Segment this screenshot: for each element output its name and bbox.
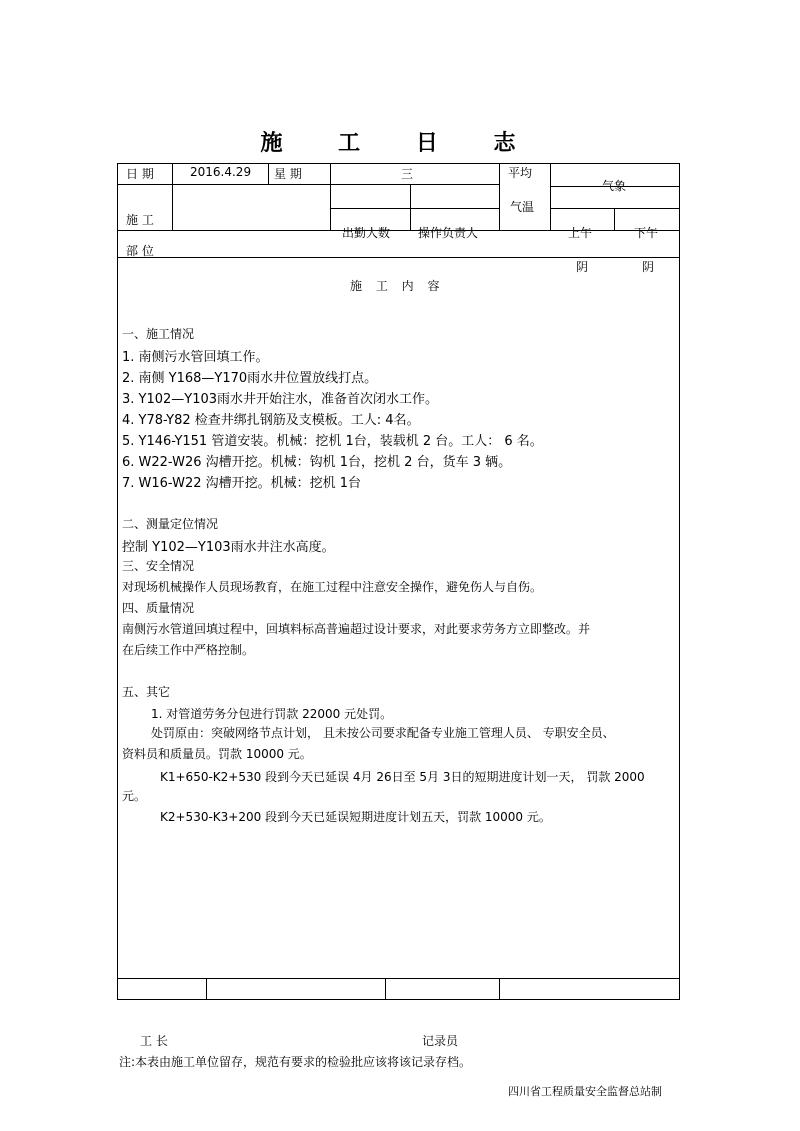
row-line (330, 208, 500, 209)
section-5-line: K1+650-K2+530 段到今天已延误 4月 26日至 5月 3日的短期进度计划一天， 罚款 2000 (160, 770, 645, 784)
footer-note: 注:本表由施工单位留存，规范有要求的检验批应该将该记录存档。 (119, 1055, 472, 1069)
col-line (330, 163, 331, 230)
date-label: 日 期 (126, 167, 154, 181)
weather-label: 气象 (602, 179, 627, 193)
site-label-2: 部 位 (126, 244, 154, 258)
row-line (117, 184, 500, 185)
section-4-title: 四、质量情况 (122, 601, 195, 615)
col-line (206, 978, 207, 1000)
section-1-title: 一、施工情况 (122, 327, 195, 341)
date-value: 2016.4.29 (190, 165, 252, 179)
content-heading: 施 工 内 容 (350, 279, 445, 293)
section-4-line: 南侧污水管道回填过程中，回填料标高普遍超过设计要求，对此要求劳务方立即整改。并 (122, 622, 591, 636)
am-weather: 阴 (576, 260, 589, 274)
col-line (614, 208, 615, 230)
col-line (268, 163, 269, 184)
temp-label: 气温 (510, 200, 535, 214)
section-3-title: 三、安全情况 (122, 559, 195, 573)
section-1-item: 2. 南侧 Y168—Y170雨水井位置放线打点。 (122, 371, 378, 386)
row-line (117, 230, 330, 231)
section-1-item: 4. Y78-Y82 检查井绑扎钢筋及支模板。工人: 4名。 (122, 413, 420, 428)
section-2-text: 控制 Y102—Y103雨水井注水高度。 (122, 540, 335, 555)
section-5-line: 资料员和质量员。罚款 10000 元。 (122, 747, 312, 761)
section-3-text: 对现场机械操作人员现场教育，在施工过程中注意安全操作，避免伤人与自伤。 (122, 580, 543, 594)
page-title: 施 工 日 志 (260, 131, 540, 156)
row-line (550, 208, 680, 209)
section-5-line: 元。 (122, 789, 147, 803)
section-5-line: 处罚原由：突破网络节点计划， 且未按公司要求配备专业施工管理人员、 专职安全员、 (151, 726, 615, 740)
pm-weather: 阴 (642, 260, 655, 274)
attendance-label: 出勤人数 (342, 226, 391, 240)
section-1-item: 3. Y102—Y103雨水井开始注水，准备首次闭水工作。 (122, 392, 439, 407)
col-line (172, 163, 173, 230)
col-line (499, 163, 500, 230)
manager-label: 操作负责人 (418, 226, 479, 240)
recorder-label: 记录员 (422, 1034, 459, 1048)
foreman-label: 工 长 (140, 1034, 168, 1048)
row-line (117, 978, 680, 979)
section-5-title: 五、其它 (122, 685, 171, 699)
section-5-line: 1. 对管道劳务分包进行罚款 22000 元处罚。 (151, 707, 393, 721)
section-1-item: 5. Y146-Y151 管道安装。机械：挖机 1台，装载机 2 台。工人： 6 名。 (122, 434, 543, 449)
section-4-line: 在后续工作中严格控制。 (122, 643, 255, 657)
col-line (410, 184, 411, 230)
section-1-item: 7. W16-W22 沟槽开挖。机械：挖机 1台 (122, 476, 362, 491)
am-label: 上午 (568, 226, 593, 240)
section-5-line: K2+530-K3+200 段到今天已延误短期进度计划五天，罚款 10000 元。 (160, 810, 551, 824)
col-line (499, 978, 500, 1000)
weekday-value: 三 (401, 167, 414, 181)
row-line (117, 257, 680, 258)
pm-label: 下午 (634, 226, 659, 240)
section-2-title: 二、测量定位情况 (122, 517, 219, 531)
col-line (550, 163, 551, 230)
issuer: 四川省工程质量安全监督总站制 (508, 1085, 662, 1098)
avg-label: 平均 (508, 166, 533, 180)
weekday-label: 星 期 (274, 167, 302, 181)
site-label-1: 施 工 (126, 213, 154, 227)
col-line (385, 978, 386, 1000)
section-1-item: 1. 南侧污水管回填工作。 (122, 350, 269, 365)
section-1-item: 6. W22-W26 沟槽开挖。机械：钩机 1台，挖机 2 台，货车 3 辆。 (122, 455, 512, 470)
